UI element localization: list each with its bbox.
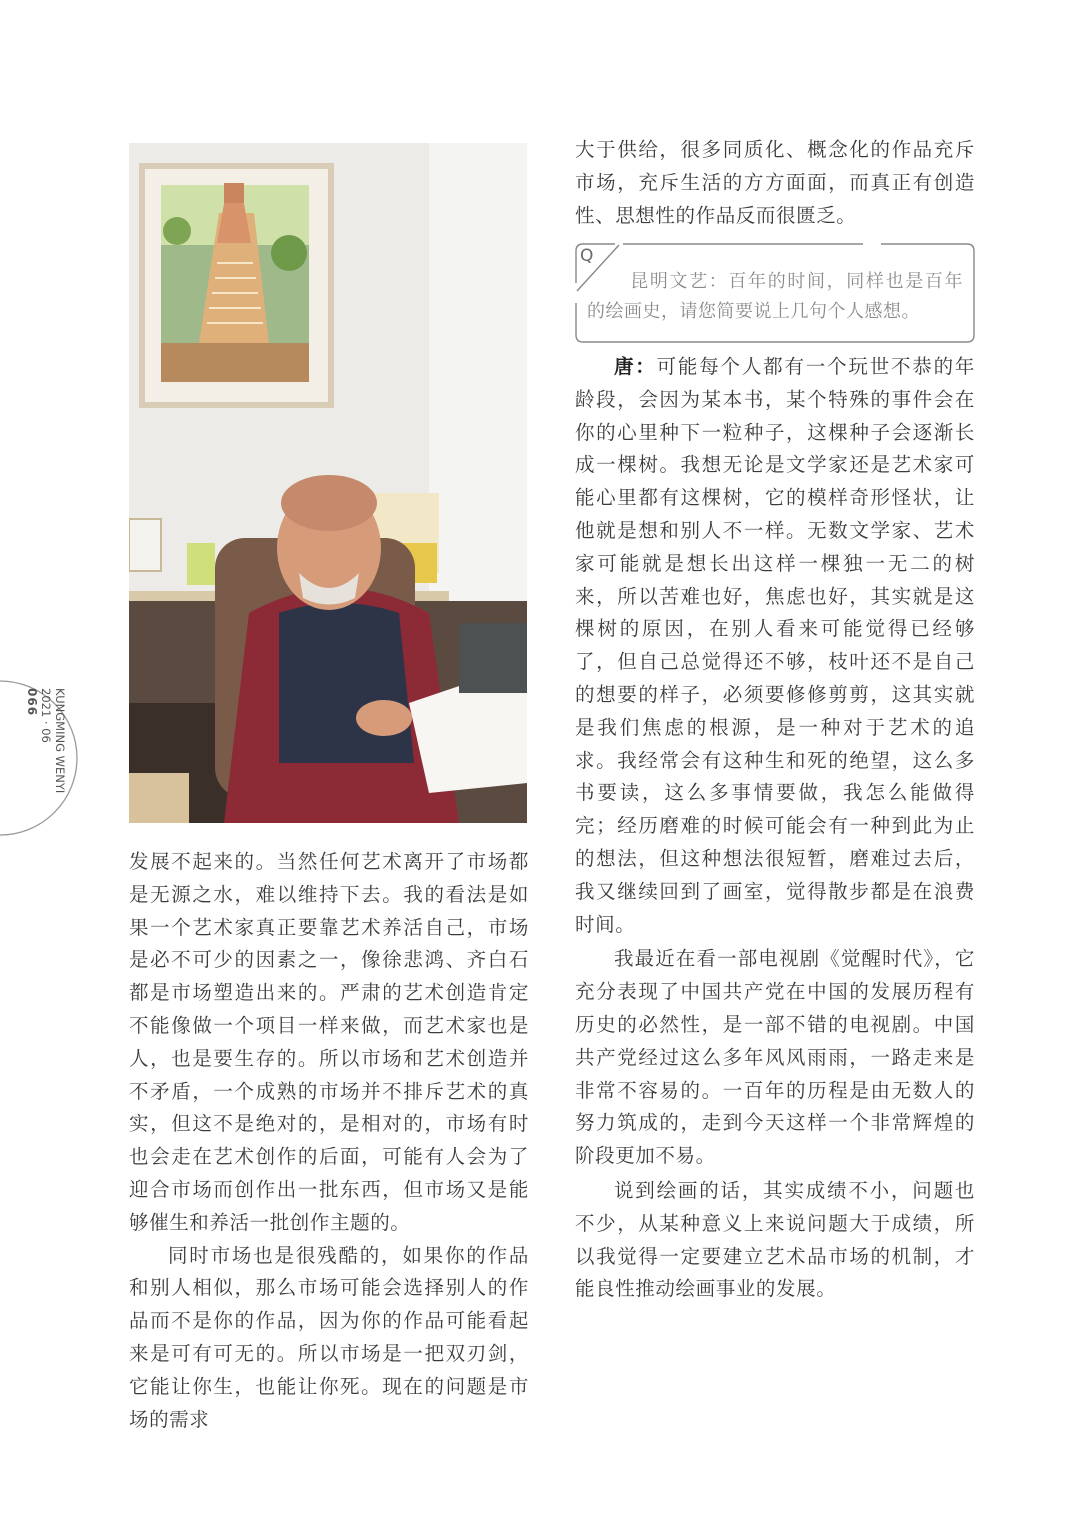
left-column xyxy=(129,846,529,1436)
interview-photo xyxy=(129,143,527,823)
paragraph: 发展不起来的。当然任何艺术离开了市场都是无源之水，难以维持下去。我的看法是如果一个艺术家真正要靠艺术养活自己，市场是必不可少的因素之一，像徐悲鸿、齐白石都是市场塑造出来的。严肃的艺术创造肯定不能像做一个项目一样来做，而艺术家也是人，也是要生存的。所以市场和艺术创造并不矛盾，一个成熟的市场并不排斥艺术的真实，但这不是绝对的，是相对的，市场有时也会走在艺术创作的后面，可能有人会为了迎合市场而创作出一批东西，但市场又是能够催生和养活一批创作主题的。 xyxy=(129,850,529,1234)
page-number: 066 xyxy=(25,688,39,717)
portrait-illustration xyxy=(129,143,527,823)
paragraph: 大于供给，很多同质化、概念化的作品充斥市场，充斥生活的方方面面，而真正有创造性、思想性的作品反而很匮乏。 xyxy=(575,138,975,227)
question-marker: Q xyxy=(580,246,594,266)
question-text: 昆明文艺：百年的时间，同样也是百年的绘画史，请您简要说上几句个人感想。 xyxy=(587,271,963,322)
issue-date: 2021 · 06 xyxy=(39,688,53,743)
answer-paragraph xyxy=(575,351,975,941)
paragraph: 我最近在看一部电视剧《觉醒时代》，它充分表现了中国共产党在中国的发展历程有历史的必然性，是一部不错的电视剧。中国共产党经过这么多年风风雨雨，一路走来是非常不容易的。一百年的历程是由无数人的努力筑成的，走到今天这样一个非常辉煌的阶段更加不易。 xyxy=(575,947,975,1168)
framed-painting xyxy=(139,163,334,408)
speaker-label: 唐： xyxy=(614,355,657,378)
question-box xyxy=(575,243,975,343)
magazine-name: KUNGMING WENYI xyxy=(53,688,67,794)
paragraph: 同时市场也是很残酷的，如果你的作品和别人相似，那么市场可能会选择别人的作品而不是你的作品，因为你的作品可能看起来是可有可无的。所以市场是一把双刃剑，它能让你生，也能让你死。现在的问题是市场的需求 xyxy=(129,1243,529,1431)
right-column-top xyxy=(575,134,975,232)
folio-text xyxy=(25,688,67,828)
page-folio xyxy=(0,680,92,836)
paragraph: 说到绘画的话，其实成绩不小，问题也不少，从某种意义上来说问题大于成绩，所以我觉得一定要建立艺术品市场的机制，才能良性推动绘画事业的发展。 xyxy=(575,1178,975,1301)
right-column-main xyxy=(575,351,975,1306)
answer-text: 可能每个人都有一个玩世不恭的年龄段，会因为某本书，某个特殊的事件会在你的心里种下一粒种子，这棵种子会逐渐长成一棵树。我想无论是文学家还是艺术家可能心里都有这棵树，它的模样奇形怪状，让他就是想和别人不一样。无数文学家、艺术家可能就是想长出这样一棵独一无二的树来，所以苦难也好，焦虑也好，其实就是这棵树的原因，在别人看来可能觉得已经够了，但自己总觉得还不够，枝叶还不是自己的想要的样子，必须要修修剪剪，这其实就是我们焦虑的根源，是一种对于艺术的追求。我经常会有这种生和死的绝望，这么多书要读，这么多事情要做，我怎么能做得完；经历磨难的时候可能会有一种到此为止的想法，但这种想法很短暂，磨难过去后，我又继续回到了画室，觉得散步都是在浪费时间。 xyxy=(575,355,975,936)
